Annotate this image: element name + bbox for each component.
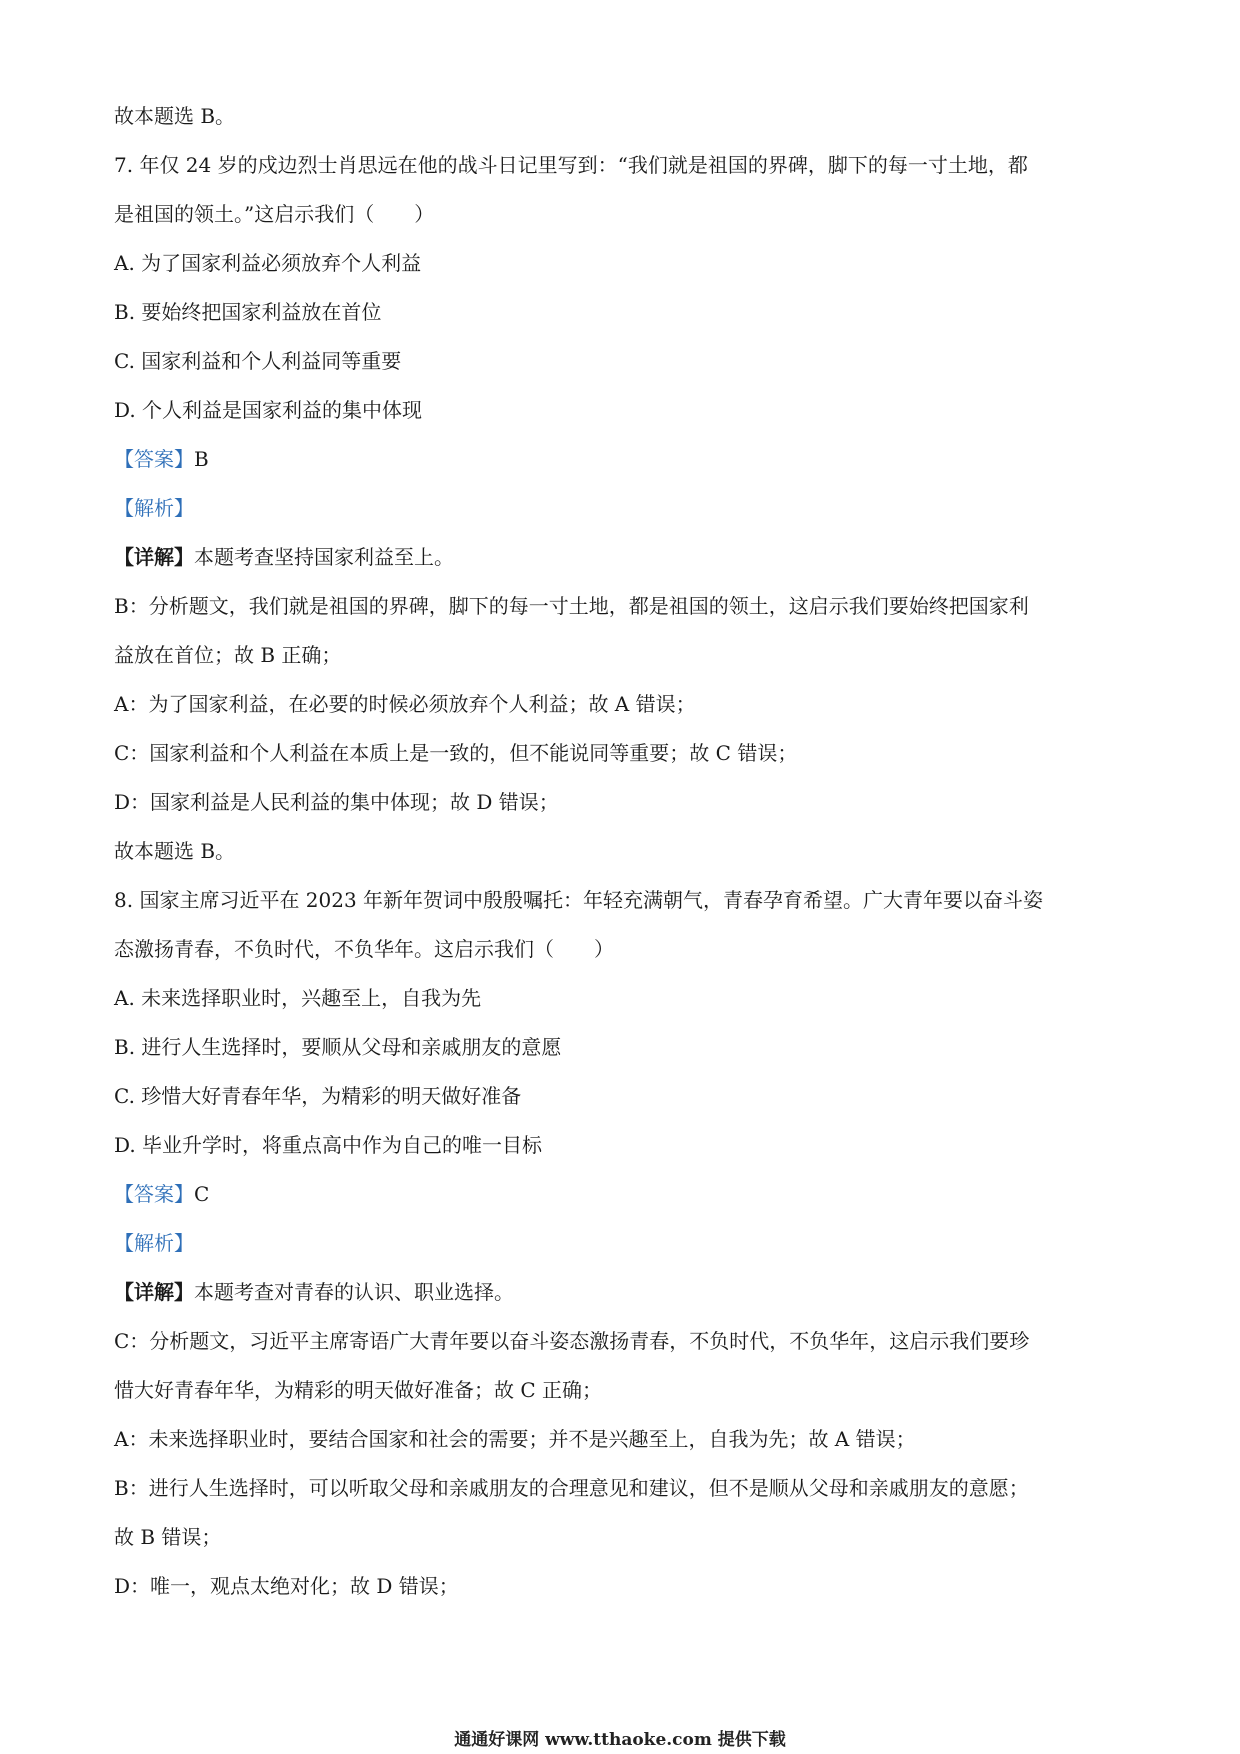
analysis-line [114, 494, 194, 522]
explanation-line: A：为了国家利益，在必要的时候必须放弃个人利益；故 A 错误； [114, 692, 696, 716]
option-d: D. 个人利益是国家利益的集中体现 [114, 398, 423, 422]
conclusion-line: 故本题选 B。 [114, 839, 236, 863]
analysis-tag: 【解析】 [114, 496, 194, 520]
answer-tag: 【答案】 [114, 447, 194, 471]
answer-tag: 【答案】 [114, 1182, 194, 1206]
explanation-line: 益放在首位；故 B 正确； [114, 643, 342, 667]
explanation-line: 惜大好青春年华，为精彩的明天做好准备；故 C 正确； [114, 1378, 603, 1402]
detail-text: 本题考查对青春的认识、职业选择。 [194, 1280, 514, 1304]
page-footer: 通通好课网 www.tthaoke.com 提供下载 [454, 1730, 786, 1750]
explanation-line: C：国家利益和个人利益在本质上是一致的，但不能说同等重要；故 C 错误； [114, 741, 798, 765]
analysis-line [114, 1229, 194, 1257]
explanation-line: A：未来选择职业时，要结合国家和社会的需要；并不是兴趣至上，自我为先；故 A 错误； [114, 1427, 916, 1451]
option-d: D. 毕业升学时，将重点高中作为自己的唯一目标 [114, 1133, 543, 1157]
explanation-line: B：分析题文，我们就是祖国的界碑，脚下的每一寸土地，都是祖国的领土，这启示我们要始终把国家利 [114, 594, 1029, 618]
answer-value: B [194, 447, 209, 471]
question-7-stem-cont: 是祖国的领土。”这启示我们（ ） [114, 202, 435, 226]
analysis-tag: 【解析】 [114, 1231, 194, 1255]
option-c: C. 珍惜大好青春年华，为精彩的明天做好准备 [114, 1084, 522, 1108]
answer-value: C [194, 1182, 210, 1206]
question-7-stem: 7. 年仅 24 岁的戍边烈士肖思远在他的战斗日记里写到：“我们就是祖国的界碑，脚下的每一寸土地，都 [114, 153, 1028, 177]
detail-tag: 【详解】 [114, 545, 194, 569]
explanation-line: D：唯一，观点太绝对化；故 D 错误； [114, 1574, 459, 1598]
explanation-line: B：进行人生选择时，可以听取父母和亲戚朋友的合理意见和建议，但不是顺从父母和亲戚朋友的意愿； [114, 1476, 1029, 1500]
detail-line [114, 1278, 514, 1306]
explanation-line: 故 B 错误； [114, 1525, 222, 1549]
question-8-stem: 8. 国家主席习近平在 2023 年新年贺词中殷殷嘱托：年轻充满朝气，青春孕育希望。广大青年要以奋斗姿 [114, 888, 1044, 912]
option-b: B. 进行人生选择时，要顺从父母和亲戚朋友的意愿 [114, 1035, 562, 1059]
option-a: A. 未来选择职业时，兴趣至上，自我为先 [114, 986, 482, 1010]
text-line: 故本题选 B。 [114, 104, 236, 128]
question-8-stem-cont: 态激扬青春，不负时代，不负华年。这启示我们（ ） [114, 937, 614, 961]
explanation-line: C：分析题文，习近平主席寄语广大青年要以奋斗姿态激扬青春，不负时代，不负华年，这启示我们要珍 [114, 1329, 1030, 1353]
option-c: C. 国家利益和个人利益同等重要 [114, 349, 402, 373]
option-b: B. 要始终把国家利益放在首位 [114, 300, 382, 324]
answer-line [114, 1180, 209, 1208]
detail-text: 本题考查坚持国家利益至上。 [194, 545, 454, 569]
explanation-line: D：国家利益是人民利益的集中体现；故 D 错误； [114, 790, 559, 814]
option-a: A. 为了国家利益必须放弃个人利益 [114, 251, 422, 275]
answer-line [114, 445, 209, 473]
detail-tag: 【详解】 [114, 1280, 194, 1304]
detail-line [114, 543, 454, 571]
